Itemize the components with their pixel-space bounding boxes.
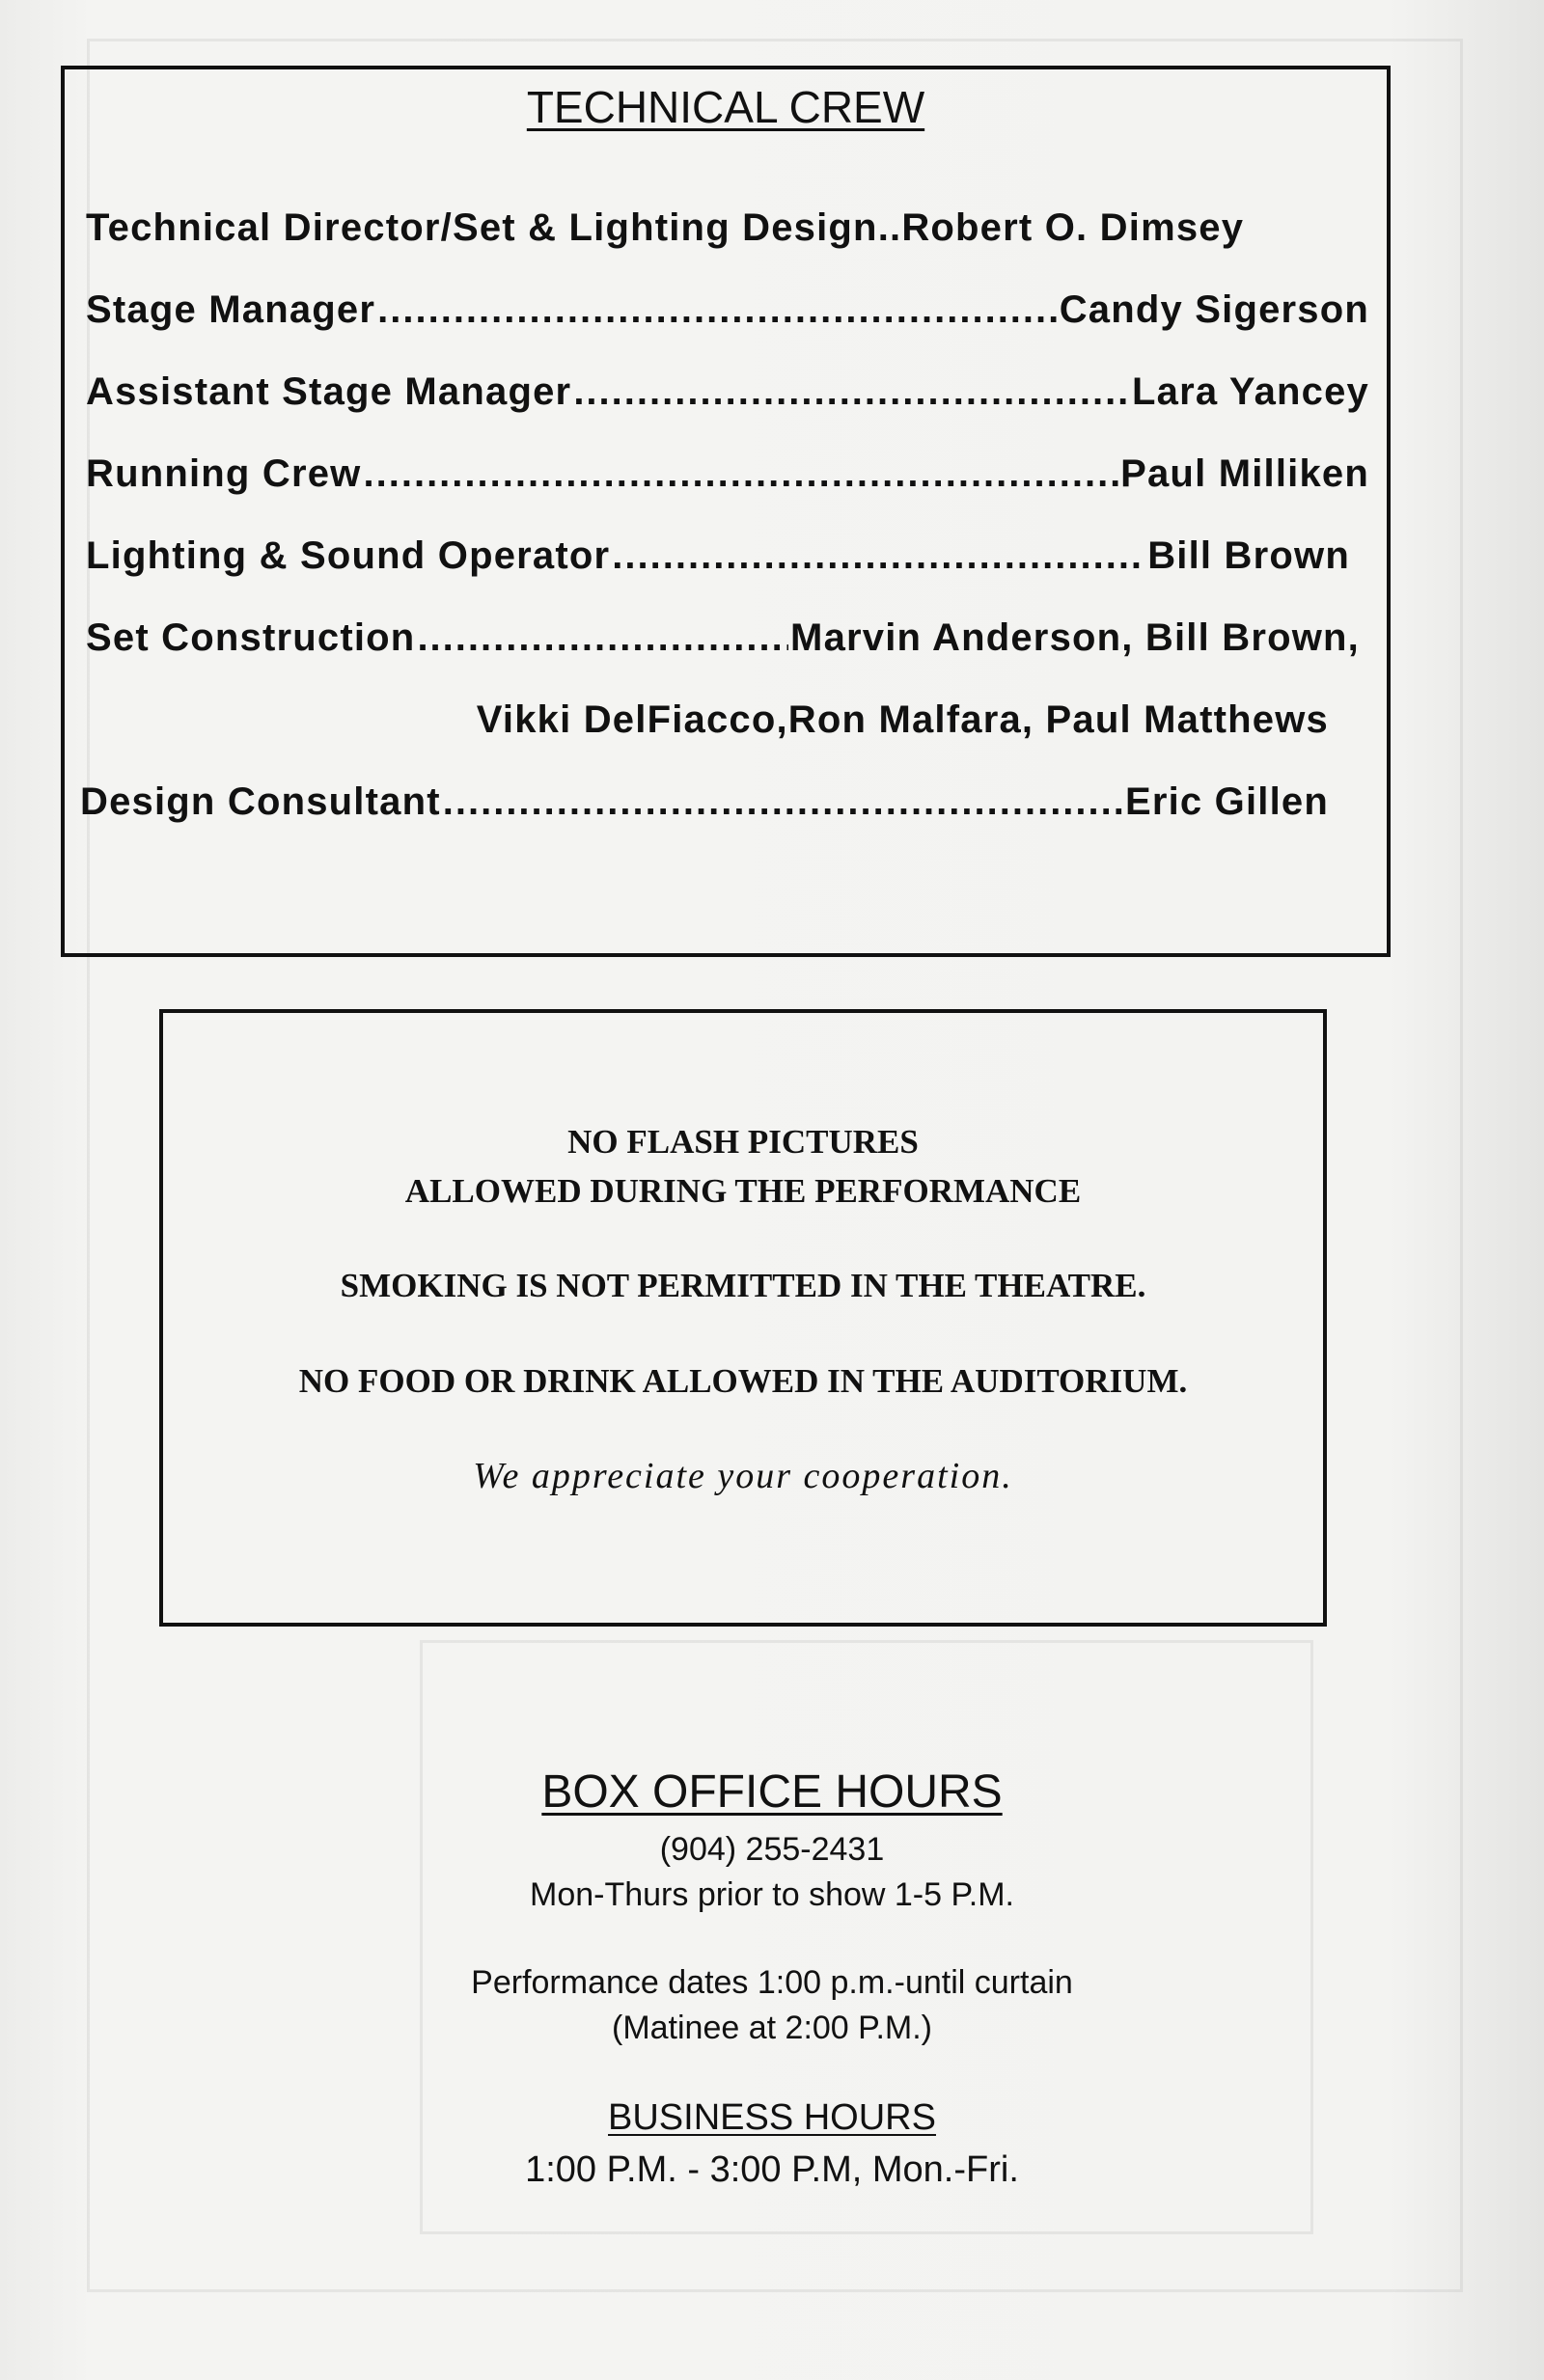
- crew-role: Design Consultant: [80, 780, 441, 823]
- crew-name: Paul Milliken: [1120, 452, 1369, 495]
- crew-row-lighting-sound: [86, 534, 1350, 592]
- notice-closing: We appreciate your cooperation.: [473, 1456, 1013, 1496]
- leader-dots: [612, 534, 1145, 578]
- technical-crew-title: TECHNICAL CREW: [526, 82, 925, 132]
- crew-role: Lighting & Sound Operator: [86, 534, 611, 577]
- crew-name: Marvin Anderson, Bill Brown,: [790, 616, 1360, 659]
- crew-row-set-construction: [86, 616, 1360, 674]
- crew-row-assistant-stage-manager: [86, 370, 1369, 428]
- box-office-weekday-hours: Mon-Thurs prior to show 1-5 P.M.: [530, 1876, 1014, 1913]
- leader-dots: [377, 288, 1058, 332]
- crew-name: Lara Yancey: [1132, 370, 1369, 413]
- crew-row-technical-director: [86, 206, 1369, 264]
- business-hours-text: 1:00 P.M. - 3:00 P.M, Mon.-Fri.: [525, 2149, 1019, 2190]
- leader-dots: [364, 452, 1119, 496]
- leader-dots: [573, 370, 1130, 414]
- box-office-title: BOX OFFICE HOURS: [541, 1766, 1003, 1818]
- notice-no-flash: NO FLASH PICTURES: [567, 1123, 919, 1161]
- business-hours-title: BUSINESS HOURS: [608, 2097, 936, 2138]
- crew-row-stage-manager: [86, 288, 1369, 346]
- crew-row-running-crew: [86, 452, 1369, 510]
- notice-box: [159, 1009, 1327, 1627]
- crew-role: Set Construction: [86, 616, 416, 659]
- crew-name: Candy Sigerson: [1059, 288, 1369, 331]
- notice-no-smoking: SMOKING IS NOT PERMITTED IN THE THEATRE.: [340, 1267, 1146, 1304]
- set-construction-continued: Vikki DelFiacco,Ron Malfara, Paul Matthews: [476, 698, 1329, 741]
- box-office-phone: (904) 255-2431: [659, 1831, 885, 1868]
- crew-role: Running Crew: [86, 452, 362, 495]
- crew-row-design-consultant: [80, 780, 1329, 838]
- crew-role: Technical Director/Set & Lighting Design..: [86, 206, 902, 249]
- crew-role: Stage Manager: [86, 288, 376, 331]
- crew-role: Assistant Stage Manager: [86, 370, 572, 413]
- notice-during-performance: ALLOWED DURING THE PERFORMANCE: [404, 1172, 1082, 1210]
- box-office-performance-dates: Performance dates 1:00 p.m.-until curtain: [471, 1964, 1073, 2001]
- crew-name: Robert O. Dimsey: [901, 206, 1245, 249]
- crew-name: Eric Gillen: [1124, 780, 1329, 823]
- crew-name: Bill Brown: [1147, 534, 1350, 577]
- box-office-matinee: (Matinee at 2:00 P.M.): [612, 2010, 932, 2046]
- technical-crew-box: [61, 66, 1391, 957]
- notice-no-food: NO FOOD OR DRINK ALLOWED IN THE AUDITORIUM.: [298, 1362, 1188, 1400]
- bleed-through-frame-inner: [420, 1640, 1313, 2234]
- leader-dots: [417, 616, 788, 660]
- leader-dots: [443, 780, 1123, 824]
